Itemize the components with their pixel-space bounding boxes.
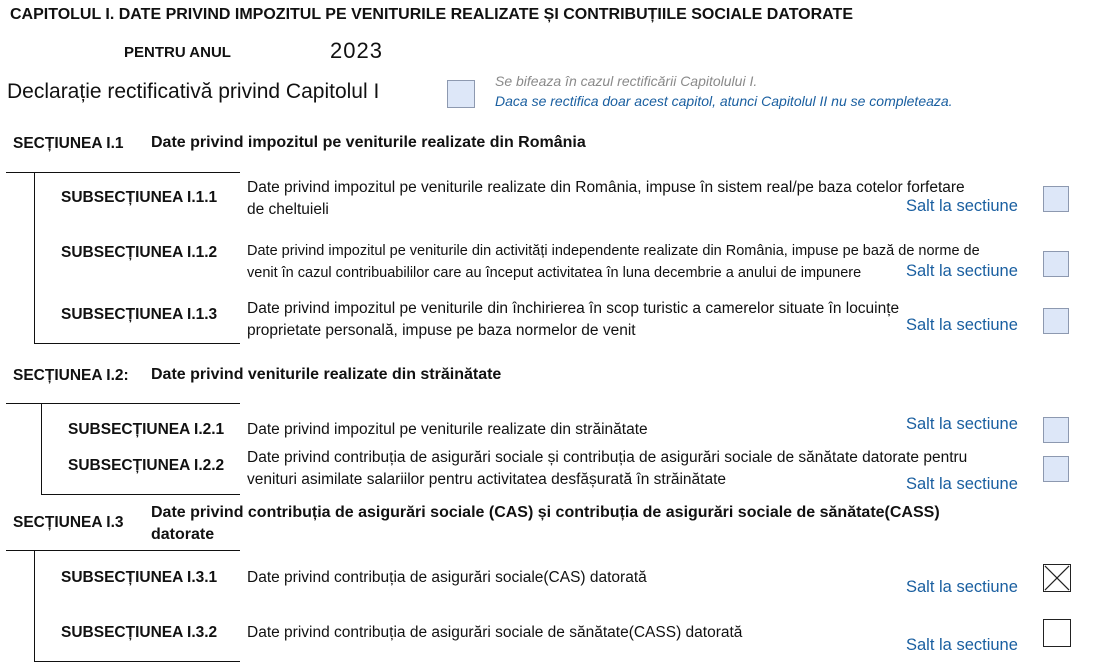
desc-line: Date privind contribuția de asigurări sociale de sănătate(CASS) datorată [247, 624, 743, 641]
checked-x-icon [1044, 565, 1070, 591]
jump-link-i11[interactable]: Salt la sectiune [906, 197, 1018, 215]
subsection-code-i21: SUBSECȚIUNEA I.2.1 [68, 421, 225, 438]
section-code-i2: SECȚIUNEA I.2: [13, 367, 129, 384]
desc-line: Date privind impozitul pe veniturile realizate din străinătate [247, 421, 648, 438]
desc-line: Date privind impozitul pe veniturile din închirierea în scop turistic a camerelor situate în locuințe [247, 300, 900, 317]
desc-line: venituri asimilate salariilor pentru activitatea desfășurată în străinătate [247, 471, 727, 488]
jump-link-i31[interactable]: Salt la sectiune [906, 578, 1018, 596]
divider [34, 172, 35, 344]
jump-link-i12[interactable]: Salt la sectiune [906, 262, 1018, 280]
divider [34, 661, 240, 662]
checkbox-i12[interactable] [1043, 251, 1069, 277]
desc-line: de cheltuieli [247, 201, 329, 218]
rectification-label: Declarație rectificativă privind Capitolul I [7, 80, 380, 103]
section-code-i1: SECȚIUNEA I.1 [13, 135, 124, 152]
desc-line: venit în cazul contribuabililor care au început activitatea în luna decembrie a anului de impunere [247, 265, 862, 281]
jump-link-i13[interactable]: Salt la sectiune [906, 316, 1018, 334]
checkbox-i31[interactable] [1043, 564, 1071, 592]
jump-link-i21[interactable]: Salt la sectiune [906, 415, 1018, 433]
subsection-code-i32: SUBSECȚIUNEA I.3.2 [61, 624, 218, 641]
year-value: 2023 [330, 38, 383, 63]
section-title-i3 [151, 502, 940, 546]
rectification-note-2: Daca se rectifica doar acest capitol, atunci Capitolul II nu se completeaza. [495, 93, 953, 109]
subsection-desc-i31 [247, 567, 887, 589]
section-code-i3: SECȚIUNEA I.3 [13, 514, 124, 531]
subsection-code-i22: SUBSECȚIUNEA I.2.2 [68, 457, 225, 474]
checkbox-i13[interactable] [1043, 308, 1069, 334]
subsection-code-i13: SUBSECȚIUNEA I.1.3 [61, 306, 218, 323]
section-title-line: datorate [151, 526, 215, 543]
rectification-note-1: Se bifeaza în cazul rectificării Capitolului I. [495, 73, 758, 89]
section-title-i1: Date privind impozitul pe veniturile realizate din România [151, 134, 586, 151]
subsection-desc-i32 [247, 622, 887, 644]
divider [41, 494, 240, 495]
subsection-code-i11: SUBSECȚIUNEA I.1.1 [61, 189, 218, 206]
checkbox-i22[interactable] [1043, 456, 1069, 482]
subsection-desc-i21 [247, 419, 887, 441]
desc-line: Date privind impozitul pe veniturile realizate din România, impuse în sistem real/pe baza cotelor forfetare [247, 179, 965, 196]
subsection-code-i12: SUBSECȚIUNEA I.1.2 [61, 244, 218, 261]
desc-line: Date privind contribuția de asigurări sociale(CAS) datorată [247, 569, 647, 586]
checkbox-i21[interactable] [1043, 417, 1069, 443]
desc-line: proprietate personală, impuse pe baza normelor de venit [247, 322, 636, 339]
divider [6, 172, 240, 173]
desc-line: Date privind contribuția de asigurări sociale și contribuția de asigurări sociale de sănătate datorate pentru [247, 449, 968, 466]
section-title-line: Date privind contribuția de asigurări sociale (CAS) și contribuția de asigurări sociale de sănătate(CASS) [151, 504, 940, 521]
rectification-checkbox[interactable] [447, 80, 475, 108]
divider [41, 403, 42, 495]
year-label: PENTRU ANUL [124, 44, 231, 61]
chapter-title: CAPITOLUL I. DATE PRIVIND IMPOZITUL PE VENITURILE REALIZATE ȘI CONTRIBUȚIILE SOCIALE DATORATE [10, 6, 853, 23]
checkbox-i32[interactable] [1043, 619, 1071, 647]
subsection-code-i31: SUBSECȚIUNEA I.3.1 [61, 569, 218, 586]
divider [6, 550, 240, 551]
section-title-i2: Date privind veniturile realizate din străinătate [151, 366, 502, 383]
checkbox-i11[interactable] [1043, 186, 1069, 212]
jump-link-i32[interactable]: Salt la sectiune [906, 636, 1018, 654]
divider [34, 550, 35, 662]
jump-link-i22[interactable]: Salt la sectiune [906, 475, 1018, 493]
divider [34, 343, 240, 344]
desc-line: Date privind impozitul pe veniturile din activități independente realizate din România, impuse pe bază de norme de [247, 243, 980, 259]
